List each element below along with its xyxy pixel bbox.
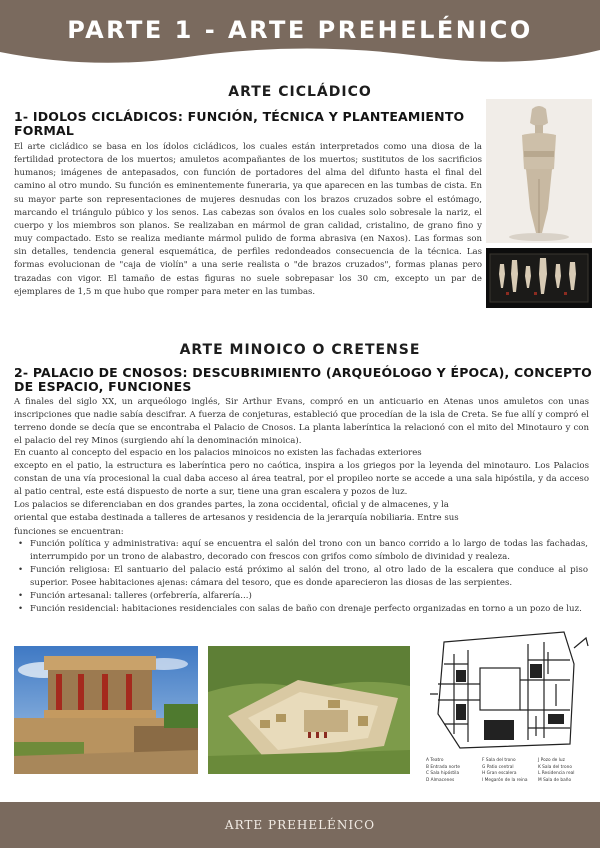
legend-entry: G Patio central <box>482 764 514 770</box>
legend-entry: J Pozo de luz <box>538 758 565 763</box>
paragraph-ciclades: El arte cicládico se basa en los ídolos cicládicos, los cuales están interpretados como una diosa de la fertilidad protectora de los muertos; amuletos acompañantes de los muertos; sustitutos de los sacrificios humanos; imágenes de antepasados, con función de portadores del alma del difunto hasta el final del camino al otro mundo. Su función es eminentemente funeraria, ya que aparecen en las tumbas de cista. En su mayor parte son representaciones de mujeres desnudas con los brazos cruzados sobre el estómago, marcando el triángulo púbico y los senos. Las cabezas son óvalos en los cuales solo sobresale la nariz, el cuerpo y los miembros son planos. Se realizaban en mármol de gran calidad, cristalino, de grano fino y muy compactado. Esto se realiza mediante mármol pulido de forma abrasiva (en Naxos). Las formas son sin detalles, tendencia general esquemática, de perfiles redondeados consecuencia de la técnica. Las formas evolucionan de "caja de violín" a una serie realista o "de brazos cruzados", formas planas pero trazadas con vigor. El tamaño de estas figuras no suele sobrepasar los 30 cm, excepto un par de ejemplares de 1,5 m que hubo que romper para meter en las tumbas. <box>14 142 482 297</box>
knossos-north-entrance-photo <box>14 646 198 774</box>
text-line: Los palacios se diferenciaban en dos grandes partes, la zona occidental, oficial y de almacenes, y la <box>14 500 449 511</box>
legend-entry: C Sala hipóstila <box>426 771 460 776</box>
cycladic-idol-photo <box>486 99 592 243</box>
legend-entry: H Gran escalera <box>482 771 517 776</box>
floor-plan-legend <box>426 758 592 784</box>
list-item: • Función política y administrativa: aquí se encuentra el salón del trono con un banco corrido a lo largo de todas las fachadas, interrumpido por un trono de alabastro, decorado con frescos con grifos como símbolo de divinidad y realeza. <box>14 538 588 564</box>
knossos-reconstruction-photo <box>208 646 410 774</box>
knossos-floor-plan <box>424 624 592 788</box>
page-title: PARTE 1 - ARTE PREHELÉNICO <box>67 16 533 44</box>
footer-text: ARTE PREHELÉNICO <box>224 818 376 832</box>
list-item: • Función artesanal: talleres (orfebrería, alfarería...) <box>14 590 588 603</box>
paragraph-cnosos-descubrimiento: A finales del siglo XX, un arqueólogo inglés, Sir Arthur Evans, compró en un anticuario en Atenas unos amuletos con unas inscripciones que nadie sabía descifrar. A fuerza de conjeturas, estableció que procedían de la isla de Creta. Se fue allí y compró el terreno donde se decía que se encontraba el Palacio de Cnosos. La planta laberíntica la relacionó con el mito del Minotauro y con el palacio del rey Minos (surgiendo ahí la denominación minoica). <box>14 397 589 447</box>
legend-entry: L Residencia real <box>538 771 575 776</box>
legend-entry: F Sala del trono <box>482 758 516 763</box>
section-title-ciclades: ARTE CICLÁDICO <box>228 84 372 100</box>
legend-row <box>426 778 592 785</box>
legend-entry: B Entrada norte <box>426 764 461 770</box>
text-line: excepto en el patio, la estructura es laberíntica pero no caótica, inspira a los griegos por la leyenda del minotauro. Los Palacios constan de una vía procesional la cual daba acceso al área teatral, por el propileo norte se accede a una sala hipóstila, y da acceso al patio central, este está dispuesto de norte a sur, tiene una gran escalera y pozos de luz. <box>14 461 589 498</box>
header-banner <box>0 0 600 70</box>
paragraph-cnosos-espacio <box>14 447 589 539</box>
section-title-minoico: ARTE MINOICO O CRETENSE <box>179 342 421 358</box>
footer-bar <box>0 802 600 848</box>
list-item: • Función residencial: habitaciones residenciales con salas de baño con drenaje perfecto organizadas en torno a un pozo de luz. <box>14 603 588 616</box>
list-item: • Función religiosa: El santuario del palacio está próximo al salón del trono, al otro lado de la escalera que conduce al piso superior. Posee habitaciones ajenas: cámara del tesoro, que es donde aparecieron las diosas de las serpientes. <box>14 564 588 590</box>
legend-entry: M Sala de baño <box>538 777 572 783</box>
heading-cnosos: 2- PALACIO DE CNOSOS: DESCUBRIMIENTO (ARQUEÓLOGO Y ÉPOCA), CONCEPTO DE ESPACIO, FUNCIONES <box>14 365 592 394</box>
legend-entry: A Teatro <box>426 758 444 763</box>
text-line: funciones se encuentran: <box>14 526 124 537</box>
legend-entry: D Almacenes <box>426 777 455 783</box>
legend-entry: I Megarón de la reina <box>482 777 528 783</box>
functions-list <box>14 538 588 617</box>
heading-idolos: 1- IDOLOS CICLÁDICOS: FUNCIÓN, TÉCNICA Y PLANTEAMIENTO FORMAL <box>14 109 465 138</box>
museum-idols-photo <box>486 248 592 308</box>
text-line: oriental que estaba destinada a talleres de artesanos y residencia de la jerarquía nobiliaria. Entre sus <box>14 513 459 524</box>
legend-entry: K Sala del trono <box>538 764 573 770</box>
text-line: En cuanto al concepto del espacio en los palacios minoicos no existen las fachadas exteriores <box>14 448 422 458</box>
